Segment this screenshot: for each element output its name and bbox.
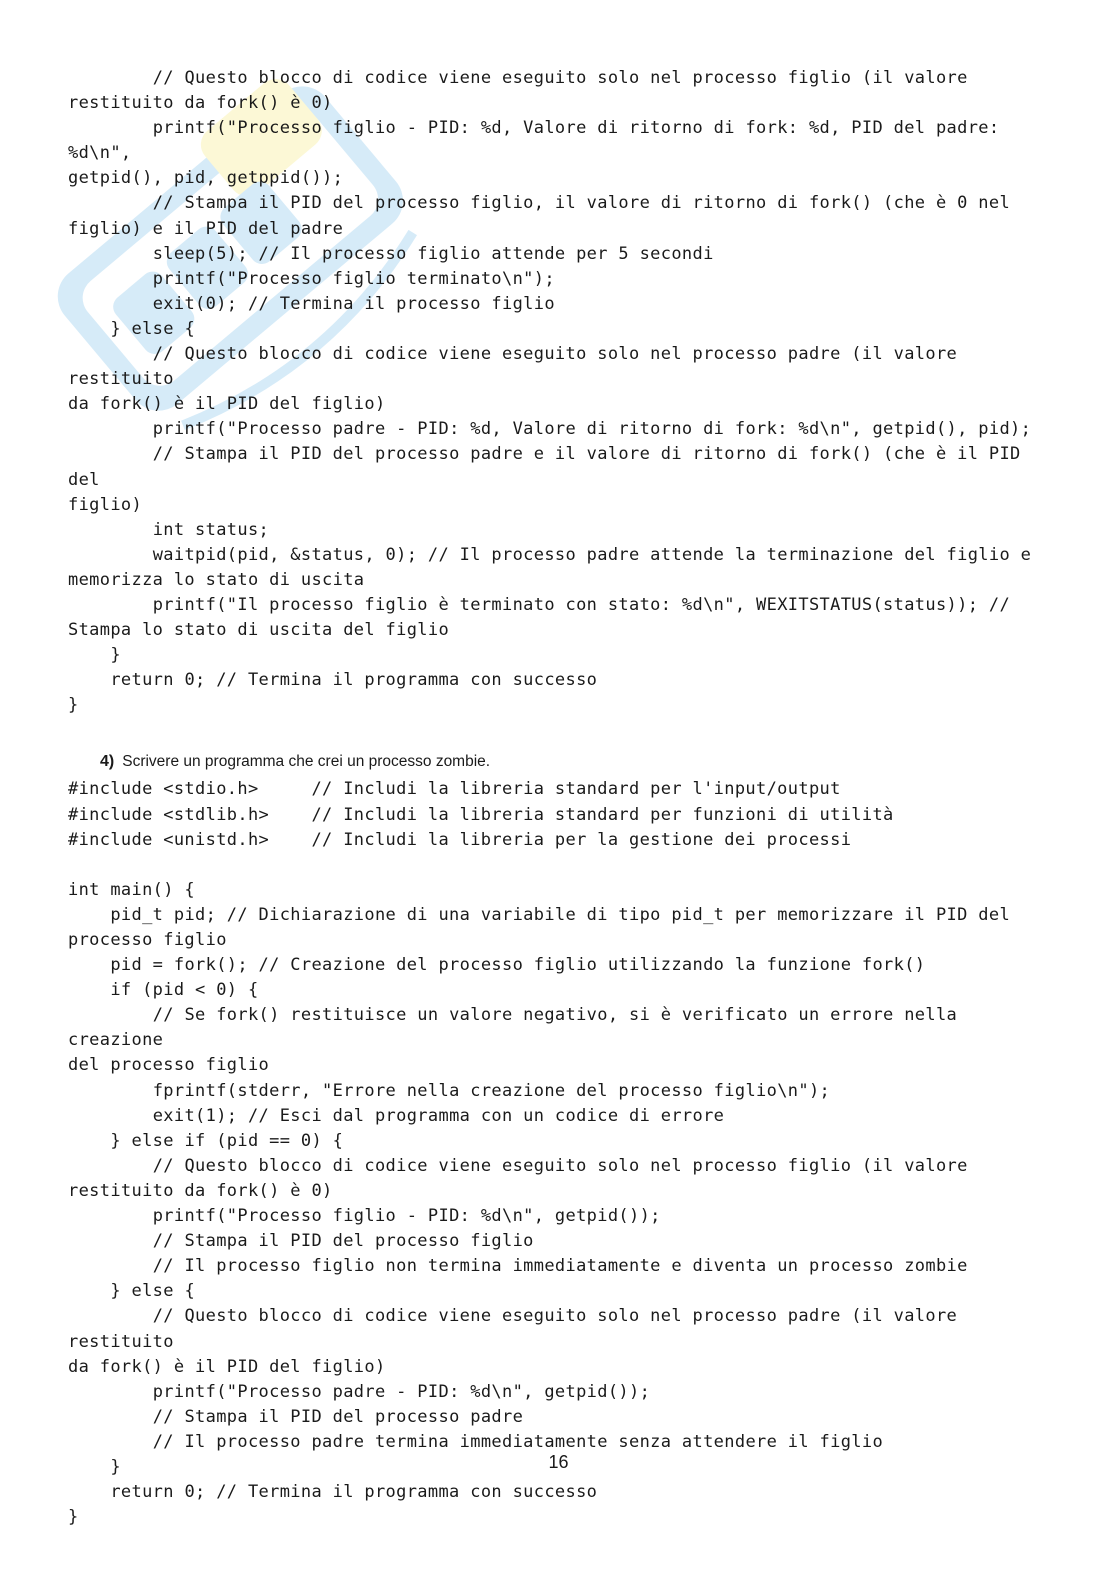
code-line: // Stampa il PID del processo figlio — [68, 1231, 534, 1252]
code-line: // Il processo figlio non termina immediatamente e diventa un processo zombie — [68, 1256, 968, 1277]
code-line: return 0; // Termina il programma con successo — [68, 670, 598, 691]
code-line: // Stampa il PID del processo figlio, il valore di ritorno di fork() (che è 0 nel — [68, 193, 1011, 214]
code-line: } — [68, 695, 79, 716]
code-line: // Questo blocco di codice viene eseguito solo nel processo padre (il valore restituito — [68, 344, 968, 390]
code-line: pid_t pid; // Dichiarazione di una variabile di tipo pid_t per memorizzare il PID del — [68, 904, 1011, 925]
code-line: } — [68, 645, 121, 666]
code-line: Stampa lo stato di uscita del figlio — [68, 620, 450, 641]
code-line: figlio) e il PID del padre — [68, 218, 344, 239]
code-line: #include <stdio.h> // Includi la libreria standard per l'input/output — [68, 779, 841, 800]
code-line: // Questo blocco di codice viene eseguito solo nel processo padre (il valore restituito — [68, 1306, 968, 1352]
exercise-heading — [100, 751, 1058, 773]
page-number: 16 — [548, 1452, 569, 1472]
code-line: printf("Processo figlio terminato\n"); — [68, 268, 555, 289]
page-content — [68, 66, 1058, 1530]
code-line: fprintf(stderr, "Errore nella creazione del processo figlio\n"); — [68, 1080, 831, 1101]
code-line: del processo figlio — [68, 1055, 270, 1076]
code-line: printf("Il processo figlio è terminato con stato: %d\n", WEXITSTATUS(status)); // — [68, 594, 1011, 615]
code-line: restituito da fork() è 0) — [68, 93, 333, 114]
code-line: exit(0); // Termina il processo figlio — [68, 293, 555, 314]
code-line: #include <stdlib.h> // Includi la libreria standard per funzioni di utilità — [68, 804, 894, 825]
code-line: return 0; // Termina il programma con successo — [68, 1482, 598, 1503]
code-line: // Se fork() restituisce un valore negativo, si è verificato un errore nella creazione — [68, 1005, 968, 1051]
code-line: getpid(), pid, getppid()); — [68, 168, 344, 189]
code-line: printf("Processo figlio - PID: %d\n", getpid()); — [68, 1206, 661, 1227]
code-line: restituito da fork() è 0) — [68, 1180, 333, 1201]
exercise-text: Scrivere un programma che crei un processo zombie. — [122, 753, 491, 771]
code-line: printf("Processo figlio - PID: %d, Valore di ritorno di fork: %d, PID del padre: %d\n", — [68, 118, 1011, 164]
exercise-number: 4) — [100, 753, 115, 771]
code-line: exit(1); // Esci dal programma con un codice di errore — [68, 1105, 725, 1126]
code-line: #include <unistd.h> // Includi la libreria per la gestione dei processi — [68, 829, 852, 850]
code-line: // Il processo padre termina immediatamente senza attendere il figlio — [68, 1431, 884, 1452]
code-line: sleep(5); // Il processo figlio attende per 5 secondi — [68, 243, 714, 264]
code-line: // Stampa il PID del processo padre — [68, 1406, 524, 1427]
code-line: printf("Processo padre - PID: %d\n", getpid()); — [68, 1381, 651, 1402]
code-line: // Stampa il PID del processo padre e il valore di ritorno di fork() (che è il PID del — [68, 444, 1032, 490]
code-line: processo figlio — [68, 930, 227, 950]
code-line: printf("Processo padre - PID: %d, Valore di ritorno di fork: %d\n", getpid(), pid); — [68, 419, 1032, 440]
code-line: da fork() è il PID del figlio) — [68, 394, 386, 415]
code-line — [68, 853, 1058, 878]
code-block-continued — [68, 66, 1058, 718]
code-line: } else { — [68, 1281, 196, 1302]
code-line: } — [68, 1507, 79, 1528]
code-line: } — [68, 1456, 121, 1477]
code-line: memorizza lo stato di uscita — [68, 569, 365, 590]
code-block-zombie — [68, 777, 1058, 1530]
code-line: // Questo blocco di codice viene eseguito solo nel processo figlio (il valore — [68, 68, 968, 88]
code-line: if (pid < 0) { — [68, 980, 259, 1001]
code-line: // Questo blocco di codice viene eseguito solo nel processo figlio (il valore — [68, 1155, 968, 1176]
code-line: int status; — [68, 519, 270, 540]
code-line: int main() { — [68, 879, 196, 900]
code-line: pid = fork(); // Creazione del processo figlio utilizzando la funzione fork() — [68, 955, 926, 976]
code-line: figlio) — [68, 494, 143, 515]
code-line: da fork() è il PID del figlio) — [68, 1356, 386, 1377]
code-line: } else if (pid == 0) { — [68, 1130, 344, 1151]
code-line: waitpid(pid, &status, 0); // Il processo padre attende la terminazione del figlio e — [68, 544, 1032, 565]
code-line: } else { — [68, 318, 196, 339]
